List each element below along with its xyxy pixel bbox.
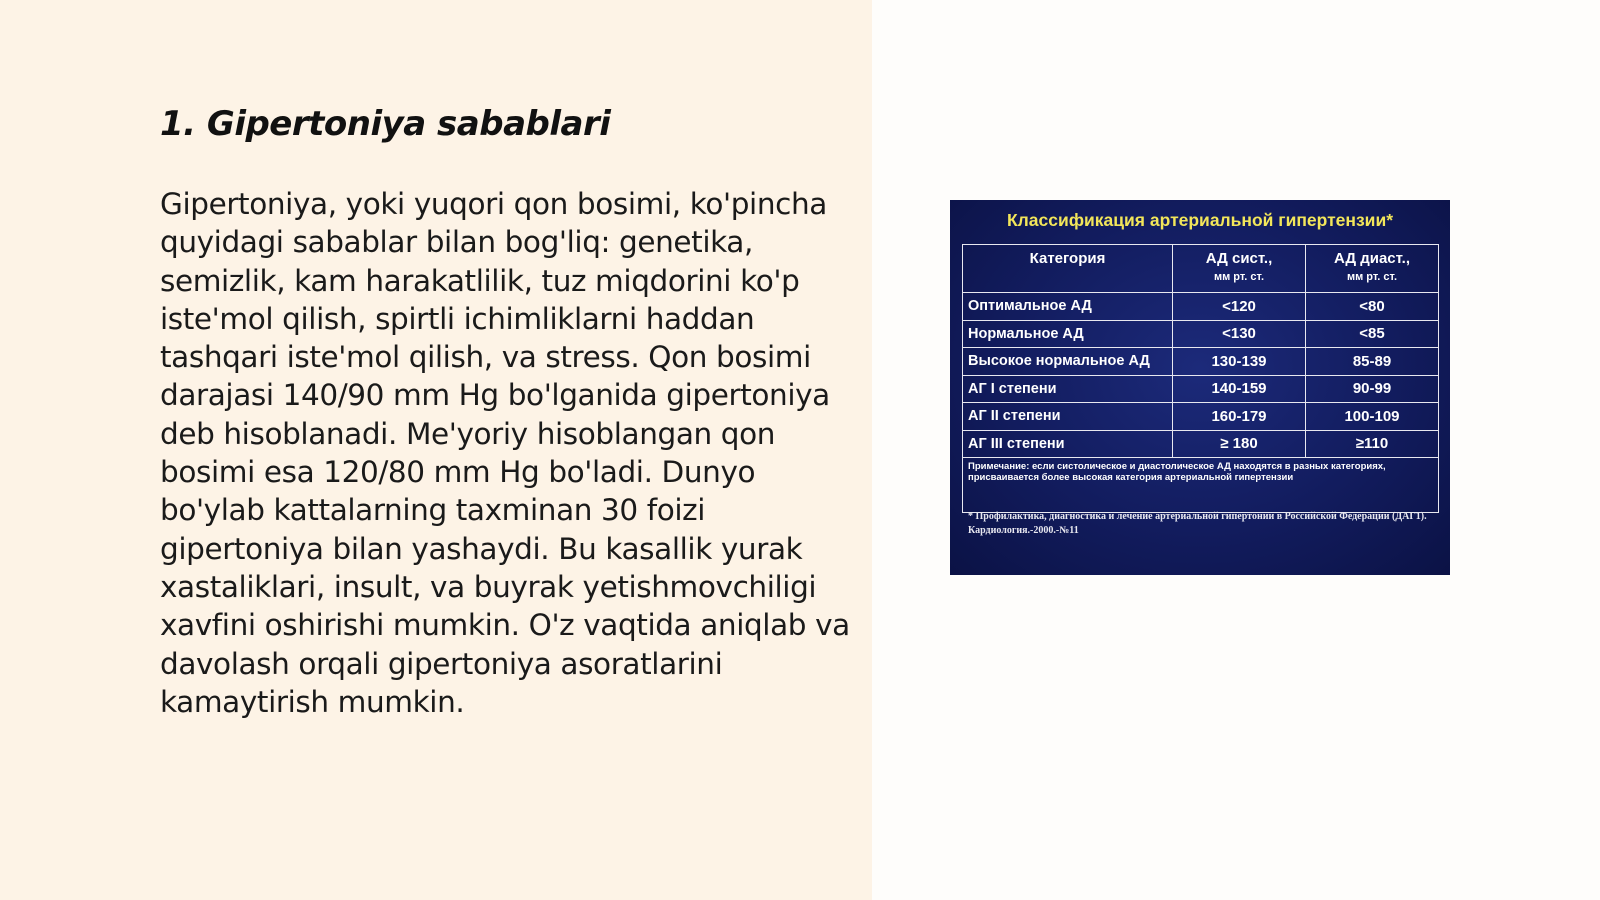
row-systolic: 130-139 (1173, 348, 1306, 376)
classification-table (962, 244, 1439, 513)
row-category: АГ II степени (963, 403, 1173, 431)
row-systolic: ≥ 180 (1173, 430, 1306, 458)
table-row (963, 348, 1439, 376)
source-footnote: * Профилактика, диагностика и лечение артериальной гипертонии в Российской Федерации (ДАГ1). Кардиология.-2000.-№11 (968, 511, 1427, 536)
row-diastolic: 100-109 (1306, 403, 1439, 431)
table-header-row (963, 245, 1439, 293)
row-diastolic: <80 (1306, 293, 1439, 321)
row-systolic: 160-179 (1173, 403, 1306, 431)
row-category: Оптимальное АД (963, 293, 1173, 321)
row-category: АГ III степени (963, 430, 1173, 458)
row-diastolic: ≥110 (1306, 430, 1439, 458)
header-category: Категория (963, 245, 1173, 293)
table-note-row (963, 458, 1439, 513)
row-systolic: <130 (1173, 320, 1306, 348)
row-systolic: 140-159 (1173, 375, 1306, 403)
table-row (963, 403, 1439, 431)
slide-title: 1. Gipertoniya sabablari (160, 104, 611, 144)
row-diastolic: 90-99 (1306, 375, 1439, 403)
table-note: Примечание: если систолическое и диастолическое АД находятся в разных категориях, присваивается более высокая категория артериальной гипертензии (963, 458, 1439, 513)
table-title: Классификация артериальной гипертензии* (1006, 210, 1394, 230)
header-diastolic: АД диаст., мм рт. ст. (1306, 245, 1439, 293)
row-category: АГ I степени (963, 375, 1173, 403)
header-systolic: АД сист., мм рт. ст. (1173, 245, 1306, 293)
hypertension-classification-image (950, 200, 1450, 575)
row-diastolic: 85-89 (1306, 348, 1439, 376)
slide-body-text: Gipertoniya, yoki yuqori qon bosimi, ko'pincha quyidagi sabablar bilan bog'liq: genetika, semizlik, kam harakatlilik, tuz miqdorini ko'p iste'mol qilish, spirtli ichimliklarni haddan tashqari iste'mol qilish, va stress. Qon bosimi darajasi 140/90 mm Hg bo'lganida gipertoniya deb hisoblanadi. Me'yoriy hisoblangan qon bosimi esa 120/80 mm Hg bo'ladi. Dunyo bo'ylab kattalarning taxminan 30 foizi gipertoniya bilan yashaydi. Bu kasallik yurak xastaliklari, insult, va buyrak yetishmovchiligi xavfini oshirishi mumkin. O'z vaqtida aniqlab va davolash orqali gipertoniya asoratlarini kamaytirish mumkin. (160, 187, 850, 719)
row-systolic: <120 (1173, 293, 1306, 321)
row-category: Нормальное АД (963, 320, 1173, 348)
table-row (963, 320, 1439, 348)
table-row (963, 293, 1439, 321)
header-diastolic-unit: мм рт. ст. (1346, 271, 1398, 283)
header-systolic-unit: мм рт. ст. (1213, 271, 1265, 283)
table-row (963, 430, 1439, 458)
row-category: Высокое нормальное АД (963, 348, 1173, 376)
table-row (963, 375, 1439, 403)
row-diastolic: <85 (1306, 320, 1439, 348)
